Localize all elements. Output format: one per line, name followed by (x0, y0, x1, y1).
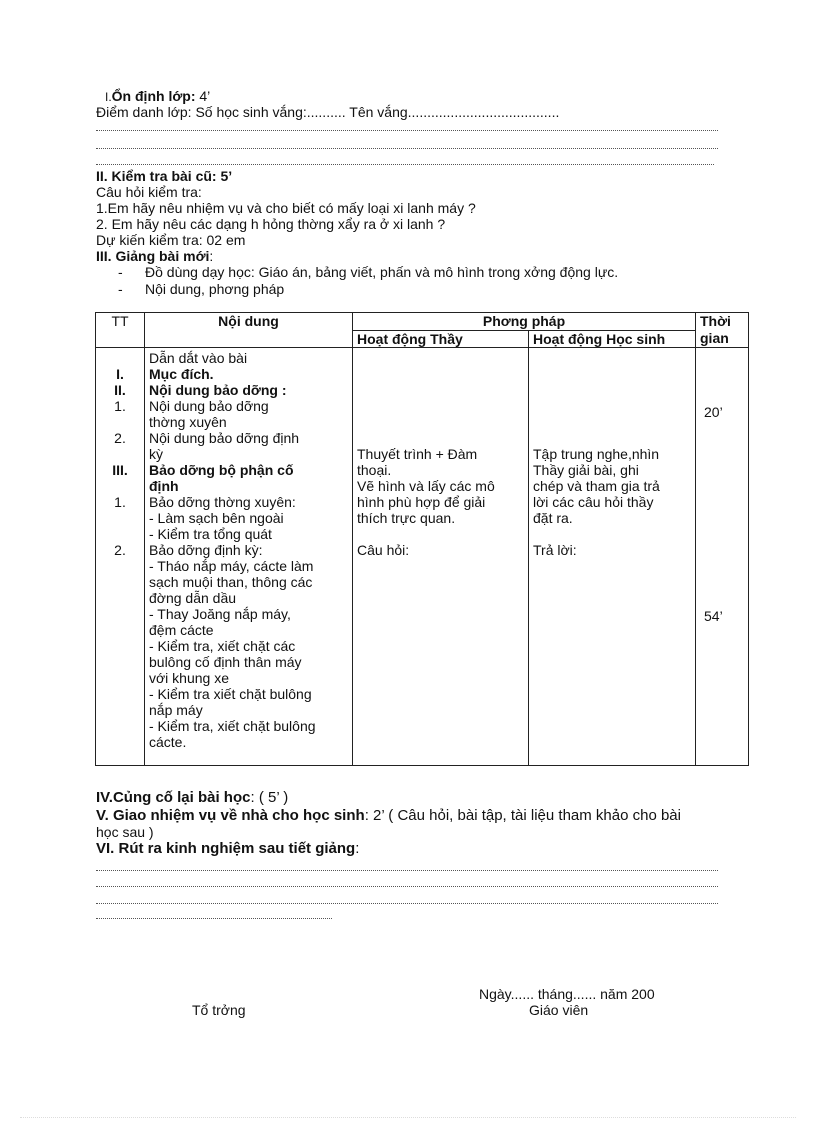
table-line: - Kiểm tra, xiết chặt các (149, 638, 296, 654)
table-line: lời các câu hỏi thầy (533, 494, 654, 510)
section-2-heading (96, 168, 232, 184)
table-line: định (149, 478, 179, 494)
section-3-bullet: Đồ dùng dạy học: Giáo án, bảng viết, phấn và mô hình trong xởng động lực. (145, 264, 619, 280)
dotted-line (96, 164, 714, 165)
thay-list (357, 446, 524, 558)
hoc-sinh-column (529, 348, 696, 766)
table-line: thoại. (357, 462, 392, 478)
tt-item: 1. (114, 398, 126, 414)
table-line: nắp máy (149, 702, 203, 718)
noi-dung-list (149, 350, 348, 750)
section-5-title: V. Giao nhiệm vụ về nhà cho học sinh (96, 807, 365, 824)
section-3-bullet: Nội dung, phơng pháp (145, 281, 285, 297)
section-1-heading (105, 88, 210, 105)
table-line: với khung xe (149, 670, 230, 686)
tt-item (100, 446, 140, 462)
table-line: - Kiểm tra xiết chặt bulông (149, 686, 312, 702)
tt-item: II. (114, 382, 126, 398)
tt-item (100, 526, 140, 542)
tt-item (100, 414, 140, 430)
table-line: Vẽ hình và lấy các mô (357, 478, 495, 494)
section-6-title: VI. Rút ra kinh nghiệm sau tiết giảng (96, 840, 356, 857)
section-5-text: : 2’ ( Câu hỏi, bài tập, tài liệu tham khảo cho bài (364, 807, 681, 824)
tt-item: 2. (114, 542, 126, 558)
section-2-line: 2. Em hãy nêu các dạng h hỏng thờng xẩy ra ở xi lanh ? (96, 216, 446, 232)
table-line (357, 526, 524, 542)
section-1-title: Ổn định lớp: (111, 88, 196, 104)
thay-column (353, 348, 529, 766)
table-line: bulông cố định thân máy (149, 654, 302, 670)
table-line: đệm cácte (149, 622, 214, 638)
dotted-line (96, 886, 718, 887)
section-1-time: 4’ (199, 88, 211, 104)
section-2-title: II. Kiểm tra bài cũ: (96, 168, 217, 184)
dotted-line (96, 903, 718, 904)
section-2-line: Câu hỏi kiểm tra: (96, 184, 202, 200)
section-4-time: : ( 5’ ) (250, 789, 289, 806)
bullet-dash: - (118, 264, 123, 280)
thoi-gian-column (696, 348, 749, 766)
section-5-heading (96, 808, 681, 824)
tt-item (100, 510, 140, 526)
table-line: cácte. (149, 734, 187, 750)
to-truong-label: Tổ trởng (192, 1002, 246, 1018)
section-3-title: III. Giảng bài mới (96, 248, 210, 264)
table-line: Mục đích. (149, 366, 214, 382)
section-2-time: 5’ (220, 168, 233, 184)
table-line: thờng xuyên (149, 414, 227, 430)
bullet-dash: - (118, 281, 123, 297)
header-hoat-dong-hoc-sinh: Hoạt động Học sinh (529, 331, 696, 348)
table-line: Bảo dỡng bộ phận cố (149, 462, 294, 478)
header-noi-dung: Nội dung (145, 313, 353, 348)
section-4-title: IV.Củng cố lại bài học (96, 789, 251, 806)
section-2-line: 1.Em hãy nêu nhiệm vụ và cho biết có mấy loại xi lanh máy ? (96, 200, 476, 216)
table-line: Bảo dỡng định kỳ: (149, 542, 263, 558)
table-line: Bảo dỡng thờng xuyên: (149, 494, 296, 510)
table-line: Trả lời: (533, 542, 577, 558)
table-line: đờng dẫn dầu (149, 590, 237, 606)
table-line: chép và tham gia trả (533, 478, 660, 494)
section-6-colon: : (355, 840, 360, 857)
table-line: - Kiểm tra, xiết chặt bulông (149, 718, 316, 734)
section-2-line: Dự kiến kiểm tra: 02 em (96, 232, 246, 248)
dotted-line (96, 870, 718, 871)
table-line: đặt ra. (533, 510, 573, 526)
section-6-heading (96, 841, 359, 857)
page-bottom-rule (20, 1117, 796, 1118)
table-line: - Thay Joăng nắp máy, (149, 606, 291, 622)
table-line: sạch muội than, thông các (149, 574, 313, 590)
header-phuong-phap: Phơng pháp (353, 313, 696, 331)
table-line: Tập trung nghe,nhìn (533, 446, 660, 462)
table-line: - Làm sạch bên ngoài (149, 510, 284, 526)
noi-dung-column (145, 348, 353, 766)
table-line: Nội dung bảo dỡng : (149, 382, 287, 398)
table-line: Thuyết trình + Đàm (357, 446, 478, 462)
table-line: hình phù hợp để giải (357, 494, 486, 510)
table-line: Dẫn dắt vào bài (149, 350, 248, 366)
table-line: Nội dung bảo dỡng định (149, 430, 300, 446)
table-line (533, 526, 691, 542)
tt-item: I. (116, 366, 124, 382)
time-2: 54’ (704, 608, 723, 624)
section-1-number: I. (105, 90, 112, 104)
tt-item: III. (112, 462, 128, 478)
header-thoi-gian: Thời gian (696, 313, 749, 348)
section-5-text-cont: học sau ) (96, 824, 154, 840)
dotted-line (96, 148, 718, 149)
time-1: 20’ (704, 404, 723, 420)
section-3-heading (96, 248, 213, 264)
giao-vien-label: Giáo viên (529, 1002, 589, 1018)
header-hoat-dong-thay: Hoạt động Thầy (353, 331, 529, 348)
signature-date: Ngày...... tháng...... năm 200 (479, 986, 655, 1002)
lesson-plan-table (95, 312, 749, 766)
table-line: Thầy giải bài, ghi (533, 462, 639, 478)
dotted-line (96, 130, 718, 131)
table-line: Nội dung bảo dỡng (149, 398, 269, 414)
dotted-line (96, 918, 332, 919)
table-line: - Tháo nắp máy, cácte làm (149, 558, 314, 574)
attendance-line: Điểm danh lớp: Số học sinh vắng:.......... Tên vắng....................................... (96, 104, 560, 120)
section-4-heading (96, 790, 288, 806)
tt-item (100, 478, 140, 494)
tt-column (96, 348, 145, 766)
tt-item: 1. (114, 494, 126, 510)
tt-item (100, 350, 140, 366)
table-line: kỳ (149, 446, 163, 462)
tt-item: 2. (114, 430, 126, 446)
table-line: - Kiểm tra tổng quát (149, 526, 272, 542)
section-3-colon: : (209, 248, 214, 264)
header-tt: TT (96, 313, 145, 348)
hoc-sinh-list (533, 446, 691, 558)
table-line: Câu hỏi: (357, 542, 410, 558)
table-line: thích trực quan. (357, 510, 456, 526)
tt-list (100, 350, 140, 558)
